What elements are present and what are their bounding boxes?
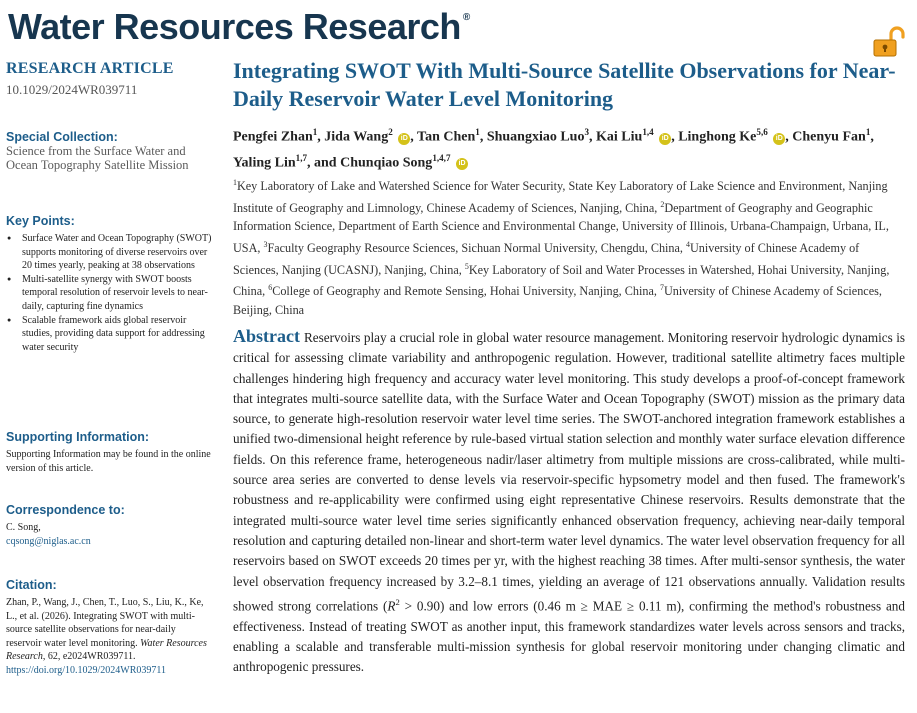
author-name: Jida Wang [324, 129, 389, 145]
author-affiliation-sup: 2 [388, 127, 393, 137]
author-name: Kai Liu [596, 129, 643, 145]
author-affiliation-sup: 5,6 [756, 127, 768, 137]
author-separator: , [410, 129, 418, 145]
citation-volume: , 62, e2024WR039711. [42, 651, 136, 663]
author-name: Chunqiao Song [340, 155, 433, 171]
r-squared-exponent: 2 [395, 596, 400, 607]
orcid-icon[interactable]: iD [659, 133, 671, 145]
affiliation-sup: 1 [233, 178, 237, 187]
orcid-icon[interactable]: iD [456, 158, 468, 170]
citation-heading: Citation: [6, 578, 57, 592]
affiliation-text: University of Chinese Academy of Sciences, Beijing, China [233, 284, 882, 317]
author-affiliation-sup: 3 [584, 127, 590, 137]
author-separator: , [870, 129, 874, 145]
special-collection-text[interactable]: Science from the Surface Water and Ocean Topography Satellite Mission [6, 144, 189, 172]
orcid-icon[interactable]: iD [398, 133, 410, 145]
author-affiliation-sup: 1,7 [295, 152, 308, 163]
special-collection [6, 130, 212, 172]
article-doi[interactable]: 10.1029/2024WR039711 [6, 82, 138, 97]
correspondence [6, 503, 212, 548]
affiliation-sup: 5 [464, 261, 469, 271]
open-lock-icon[interactable] [872, 26, 906, 58]
affiliation-sup: 2 [660, 199, 665, 209]
author-separator: , [589, 129, 597, 145]
citation-text [6, 596, 212, 678]
special-collection-heading: Special Collection: [6, 130, 118, 144]
citation [6, 578, 212, 678]
author-separator: , and [307, 155, 341, 171]
author-affiliation-sup: 1 [865, 127, 871, 137]
author-separator: , [785, 129, 793, 145]
key-points-list [6, 232, 212, 354]
author-separator: , [317, 129, 325, 145]
author-name: Pengfei Zhan [233, 129, 313, 145]
registered-mark: ® [462, 12, 470, 23]
article-meta [6, 60, 212, 98]
author-affiliation-sup: 1,4 [642, 127, 654, 137]
supporting-information-text: Supporting Information may be found in the online version of this article. [6, 449, 211, 474]
author-affiliation-sup: 1 [312, 127, 318, 137]
abstract [233, 326, 905, 677]
abstract-text-part-2: > 0.90) and low errors (0.46 m ≥ MAE ≥ 0.11 m), confirming the method's robustness and effectiveness. Instead of treating SWOT as another input, this framework standardizes water levels across sensors and tracks, enabling a scalable and transferable multi-mission synthesis for global reservoir monitoring under changing climatic and anthropogenic pressures. [233, 598, 905, 675]
key-point-item: ● Surface Water and Ocean Topography (SWOT) supports monitoring of diverse reservoirs over 20 times yearly, peaking at 38 observations [6, 232, 212, 273]
author-name: Tan Chen [417, 129, 476, 145]
author-name: Linghong Ke [678, 129, 757, 145]
affiliation-sup: 6 [268, 283, 273, 293]
affiliation-text: Key Laboratory of Soil and Water Processes in Watershed, Hohai University, Nanjing, China, [233, 262, 890, 299]
correspondence-heading: Correspondence to: [6, 503, 125, 517]
affiliations [233, 174, 905, 319]
author-name: Chenyu Fan [792, 129, 866, 145]
author-separator: , [671, 129, 679, 145]
affiliation-text: College of Geography and Remote Sensing, Hohai University, Nanjing, China, [272, 284, 660, 299]
affiliation-sup: 4 [686, 239, 690, 249]
affiliation-text: Key Laboratory of Lake and Watershed Science for Water Security, State Key Laboratory of Lake Science and Environment, Nanjing Institute of Geography and Limnology, Chinese Academy of Sciences, Nanjing, China, [233, 179, 888, 215]
correspondence-name: C. Song, [6, 522, 41, 533]
author-name: Shuangxiao Luo [486, 129, 585, 145]
affiliation-text: Department of Geography and Geographic Information Science, Department of Earth Science and Environmental Change, University of Illinois, Urbana-Champaign, Urbana, IL, USA, [233, 200, 889, 255]
affiliation-text: University of Chinese Academy of Sciences, Nanjing (UCASNJ), Nanjing, China, [233, 240, 860, 277]
key-points [6, 214, 212, 354]
journal-name-text: Water Resources Research [8, 6, 461, 47]
citation-journal: Water Resources Research [6, 637, 207, 663]
author-separator: , [479, 129, 487, 145]
key-point-item: ● Scalable framework aids global reservoir studies, providing data support for addressing water security [6, 314, 212, 355]
r-squared-symbol: R [387, 598, 396, 614]
author-affiliation-sup: 1 [475, 127, 480, 137]
citation-body: Zhan, P., Wang, J., Chen, T., Luo, S., Liu, K., Ke, L., et al. (2026). Integrating SWOT with multi-source satellite observations for near-daily reservoir water level monitoring. [6, 597, 204, 649]
author-affiliation-sup: 1,4,7 [432, 152, 451, 163]
abstract-text-part-1: Reservoirs play a crucial role in global water resource management. Monitoring reservoir hydrologic dynamics is critical for assessing climate variability and anthropogenic regulation. However, traditional satellite altimetry faces multiple challenges hindering high frequency and accuracy water level monitoring. This study develops a proof-of-concept framework that integrates multi-source satellite data, with the Surface Water and Ocean Topography (SWOT) mission as the primary data source, to generate high-resolution reservoir water level time series. The SWOT-anchored integration framework establishes a unified two-dimensional height reference by rule-based virtual station selection and monthly water surface elevation difference fields. On this reference frame, heterogeneous nadir/laser altimetry from multiple missions are cross-calibrated, while multi-source area series are converted to dense levels via reservoir-specific hypsometry model and then fused. The framework's robustness and re-applicability were confirmed using eight representative Chinese reservoirs. Results demonstrate that the integrated multi-source water level time series significantly enhanced observation frequency, achieving near-daily temporal resolution and capturing detailed non-linear and short-term water level dynamics. The water level observation frequency for all reservoirs based on SWOT exceeds 20 times per yr, with the highest reaching 38 times. After multi-sensor synthesis, the water level observation frequency increased by 3.2–8.1 times, yielding an average of 121 observations annually. Validation results showed strong correlations ( [233, 330, 905, 614]
article-title: Integrating SWOT With Multi-Source Satellite Observations for Near-Daily Reservoir Water Level Monitoring [233, 58, 896, 111]
citation-doi-link[interactable]: https://doi.org/10.1029/2024WR039711 [6, 664, 167, 676]
affiliation-text: Faculty Geography Resource Sciences, Sichuan Normal University, Chengdu, China, [267, 240, 687, 255]
journal-name [8, 6, 470, 48]
correspondence-email[interactable]: cqsong@niglas.ac.cn [6, 535, 91, 547]
author-list [233, 122, 905, 173]
key-point-item: ● Multi-satellite synergy with SWOT boosts temporal resolution of reservoir levels to near-daily, capturing fine dynamics [6, 273, 212, 314]
abstract-label: Abstract [233, 326, 300, 346]
orcid-icon[interactable]: iD [773, 133, 785, 145]
affiliation-sup: 3 [263, 239, 268, 249]
supporting-information [6, 430, 212, 475]
author-name: Yaling Lin [233, 155, 296, 171]
supporting-information-heading: Supporting Information: [6, 430, 150, 444]
key-points-heading: Key Points: [6, 214, 75, 228]
article-type: RESEARCH ARTICLE [6, 60, 174, 77]
affiliation-sup: 7 [659, 283, 664, 293]
